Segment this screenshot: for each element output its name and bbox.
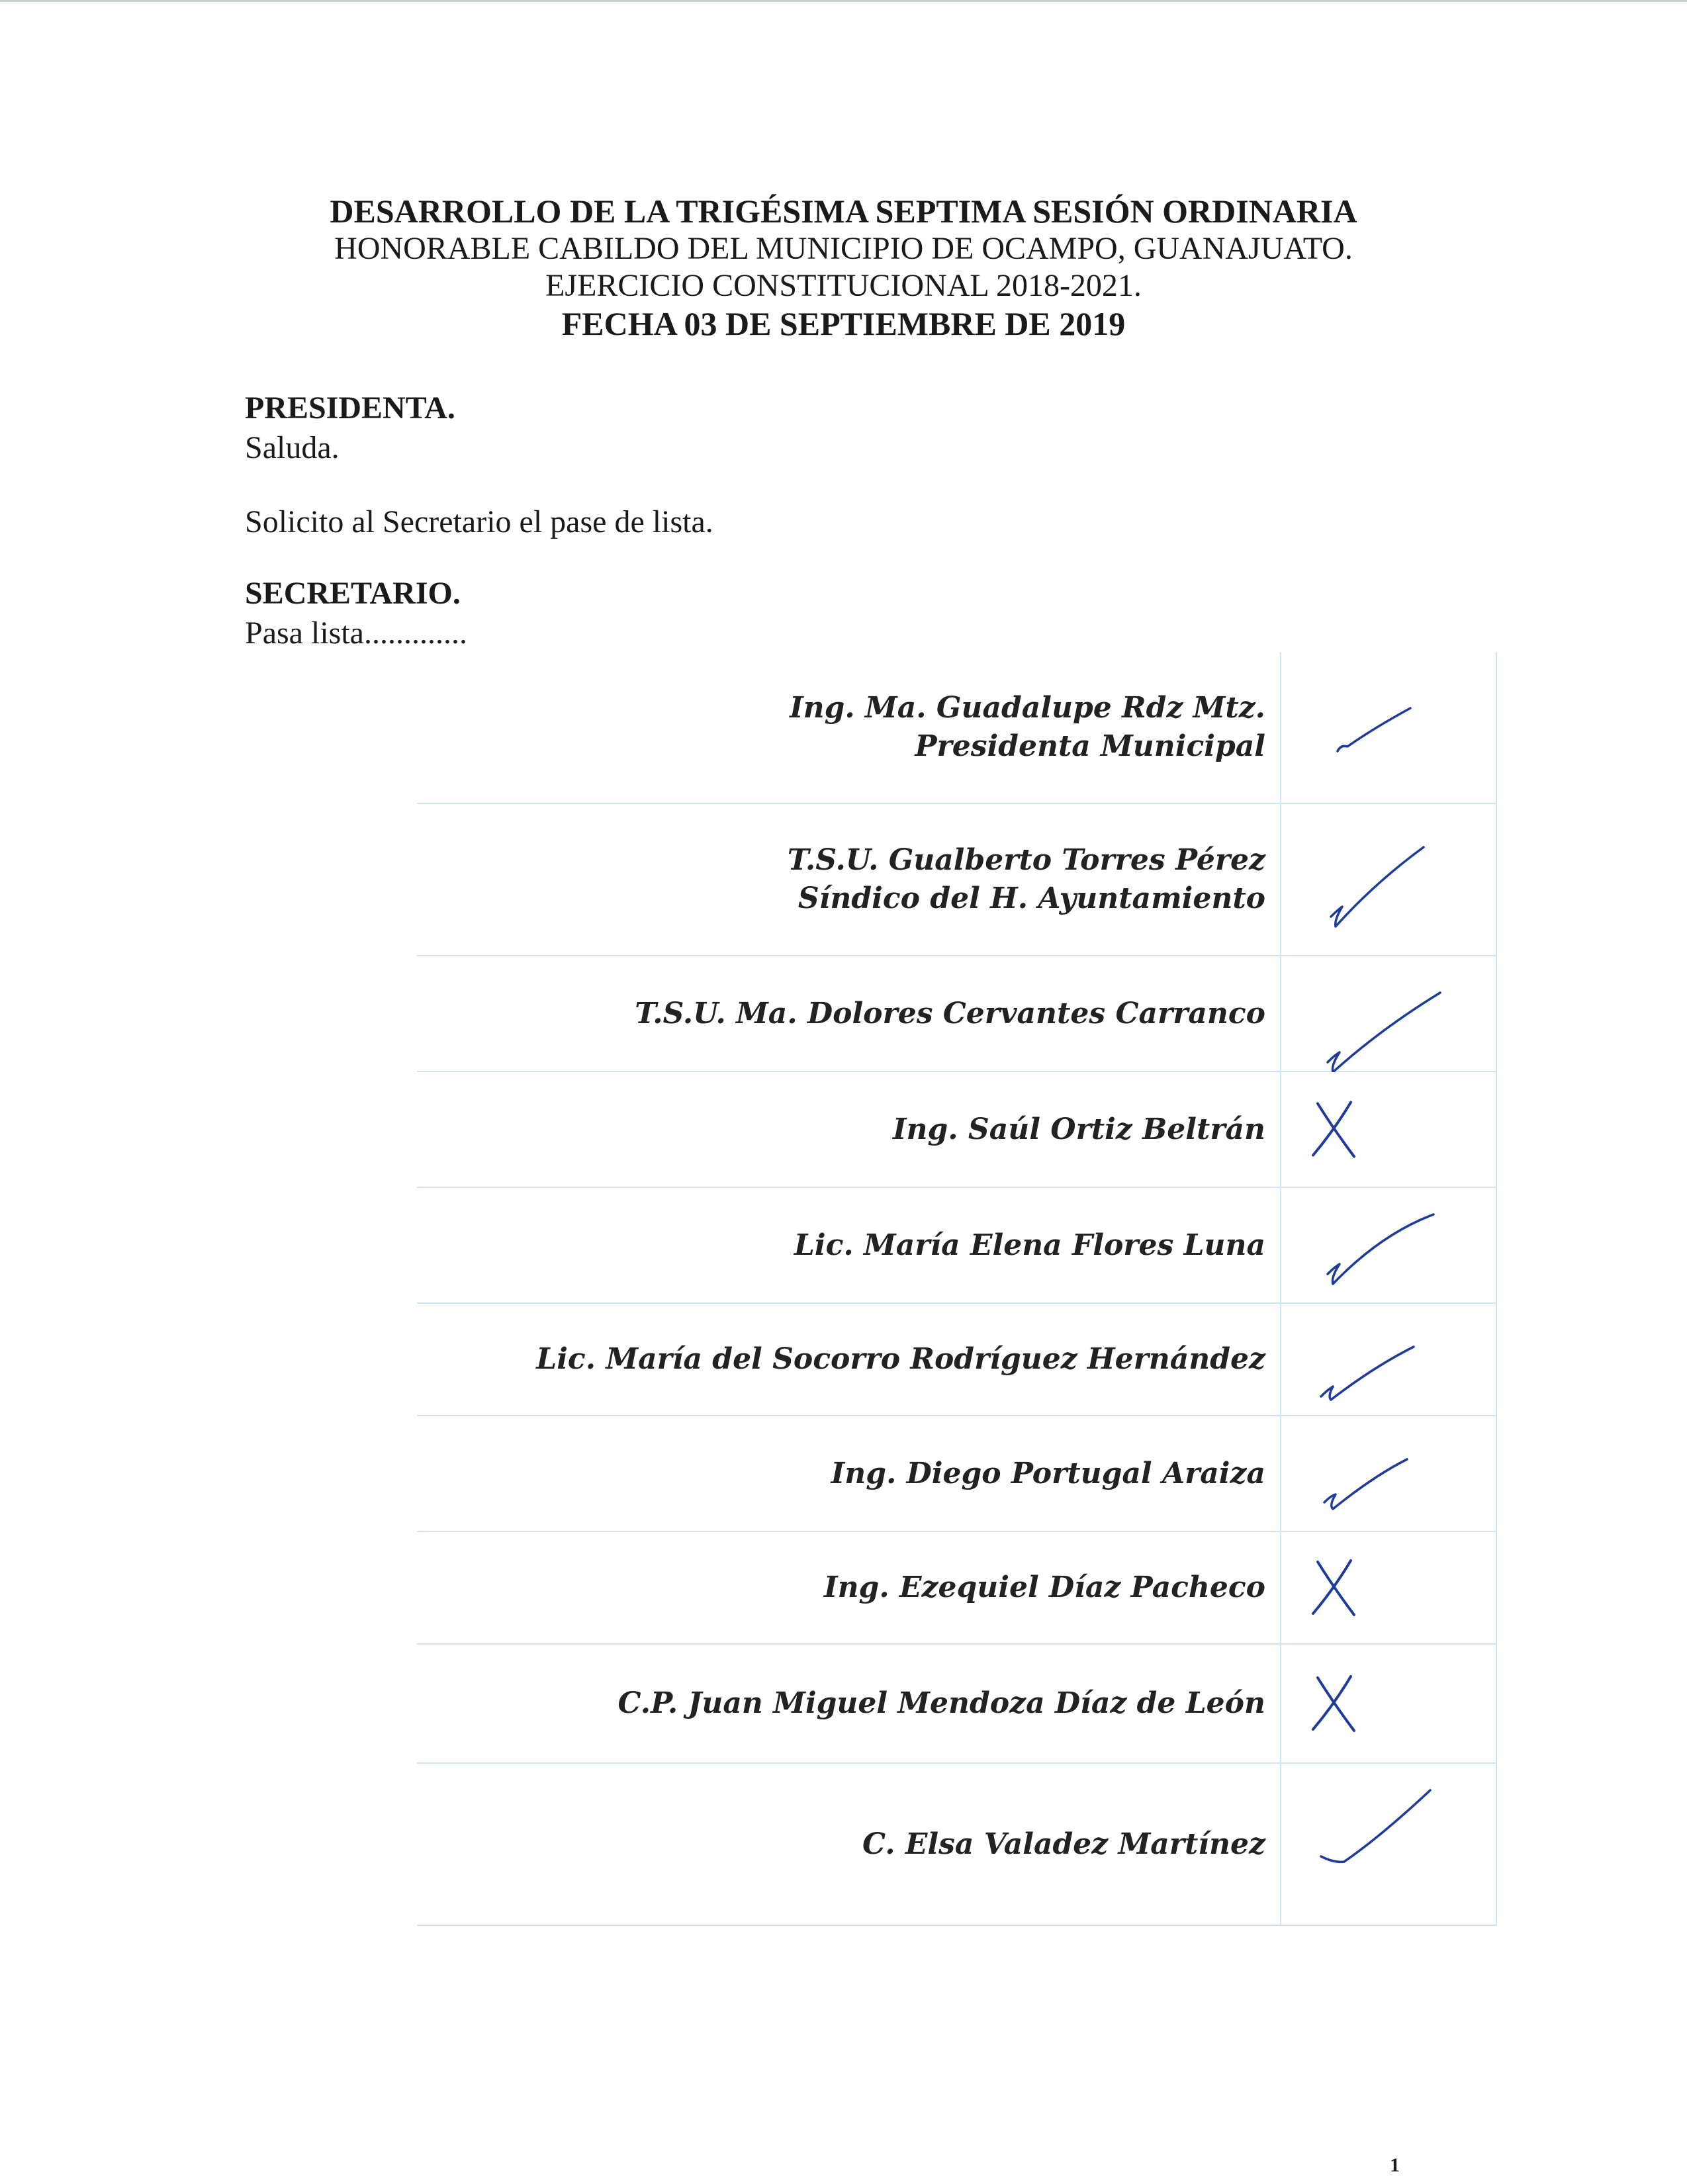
absent-x-mark	[1281, 1645, 1497, 1764]
present-check-mark	[1281, 1188, 1497, 1304]
attendance-mark-cell	[1281, 1532, 1497, 1643]
page-number: 1	[1390, 2154, 1400, 2176]
member-cell	[417, 1532, 1281, 1643]
council-name: HONORABLE CABILDO DEL MUNICIPIO DE OCAMPO, GUANAJUATO.	[334, 231, 1353, 266]
attendance-mark-cell	[1281, 652, 1497, 803]
roll-call-request: Solicito al Secretario el pase de lista.	[245, 504, 713, 539]
attendance-row	[417, 1188, 1497, 1304]
document-header	[0, 192, 1687, 343]
attendance-mark-cell	[1281, 956, 1497, 1071]
x-stroke	[1318, 1104, 1354, 1157]
member-cell	[417, 652, 1281, 803]
check-stroke	[1338, 708, 1410, 751]
member-name: Ing. Ezequiel Díaz Pacheco	[823, 1570, 1265, 1604]
member-cell	[417, 804, 1281, 955]
member-role: Presidenta Municipal	[915, 729, 1265, 763]
attendance-row	[417, 1072, 1497, 1188]
x-stroke	[1318, 1678, 1354, 1731]
document-title: DESARROLLO DE LA TRIGÉSIMA SEPTIMA SESIÓN ORDINARIA	[330, 193, 1357, 230]
session-date: FECHA 03 DE SEPTIEMBRE DE 2019	[561, 305, 1126, 342]
attendance-row	[417, 1304, 1497, 1416]
presidenta-text: Saluda.	[245, 430, 340, 465]
secretario-text: Pasa lista.............	[245, 615, 467, 651]
check-stroke	[1324, 1459, 1407, 1509]
attendance-mark-cell	[1281, 1188, 1497, 1302]
x-stroke	[1313, 1561, 1351, 1614]
member-name: Ing. Diego Portugal Araiza	[831, 1456, 1265, 1490]
member-name: T.S.U. Ma. Dolores Cervantes Carranco	[635, 996, 1265, 1030]
present-check-mark	[1281, 1304, 1497, 1416]
present-check-mark	[1281, 1416, 1497, 1532]
check-stroke	[1328, 993, 1440, 1072]
member-cell	[417, 1304, 1281, 1415]
member-role: Síndico del H. Ayuntamiento	[798, 882, 1265, 915]
present-check-mark	[1281, 652, 1497, 804]
member-cell	[417, 1416, 1281, 1531]
presidenta-label: PRESIDENTA.	[245, 390, 455, 426]
member-cell	[417, 1764, 1281, 1925]
present-check-mark	[1281, 804, 1497, 956]
member-cell	[417, 1645, 1281, 1762]
attendance-mark-cell	[1281, 1645, 1497, 1762]
member-name: Ing. Ma. Guadalupe Rdz Mtz.	[790, 691, 1265, 725]
absent-x-mark	[1281, 1072, 1497, 1188]
member-name: C. Elsa Valadez Martínez	[862, 1827, 1265, 1861]
attendance-mark-cell	[1281, 1072, 1497, 1187]
member-name: T.S.U. Gualberto Torres Pérez	[787, 843, 1265, 877]
attendance-mark-cell	[1281, 1416, 1497, 1531]
x-stroke	[1313, 1103, 1351, 1156]
check-stroke	[1331, 847, 1424, 927]
attendance-row	[417, 1532, 1497, 1645]
attendance-mark-cell	[1281, 1304, 1497, 1415]
x-stroke	[1318, 1562, 1354, 1615]
attendance-row	[417, 1764, 1497, 1926]
attendance-row	[417, 1416, 1497, 1532]
secretario-label: SECRETARIO.	[245, 576, 461, 611]
check-stroke	[1321, 1347, 1414, 1400]
member-cell	[417, 956, 1281, 1071]
member-name: Ing. Saúl Ortiz Beltrán	[892, 1112, 1265, 1146]
constitutional-period: EJERCICIO CONSTITUCIONAL 2018-2021.	[545, 268, 1142, 303]
attendance-mark-cell	[1281, 1764, 1497, 1925]
member-name: Lic. María Elena Flores Luna	[794, 1228, 1265, 1262]
member-cell	[417, 1188, 1281, 1302]
member-name: C.P. Juan Miguel Mendoza Díaz de León	[617, 1686, 1265, 1720]
attendance-mark-cell	[1281, 804, 1497, 955]
attendance-table	[417, 652, 1497, 1926]
absent-x-mark	[1281, 1532, 1497, 1645]
present-check-mark	[1281, 1764, 1497, 1926]
attendance-row	[417, 652, 1497, 804]
check-stroke	[1321, 1790, 1430, 1862]
scan-top-edge	[0, 0, 1687, 2]
attendance-row	[417, 956, 1497, 1072]
check-stroke	[1328, 1214, 1434, 1284]
attendance-row	[417, 804, 1497, 956]
present-check-mark	[1281, 956, 1497, 1072]
attendance-row	[417, 1645, 1497, 1764]
x-stroke	[1313, 1676, 1351, 1729]
member-name: Lic. María del Socorro Rodríguez Hernández	[536, 1342, 1265, 1376]
member-cell	[417, 1072, 1281, 1187]
